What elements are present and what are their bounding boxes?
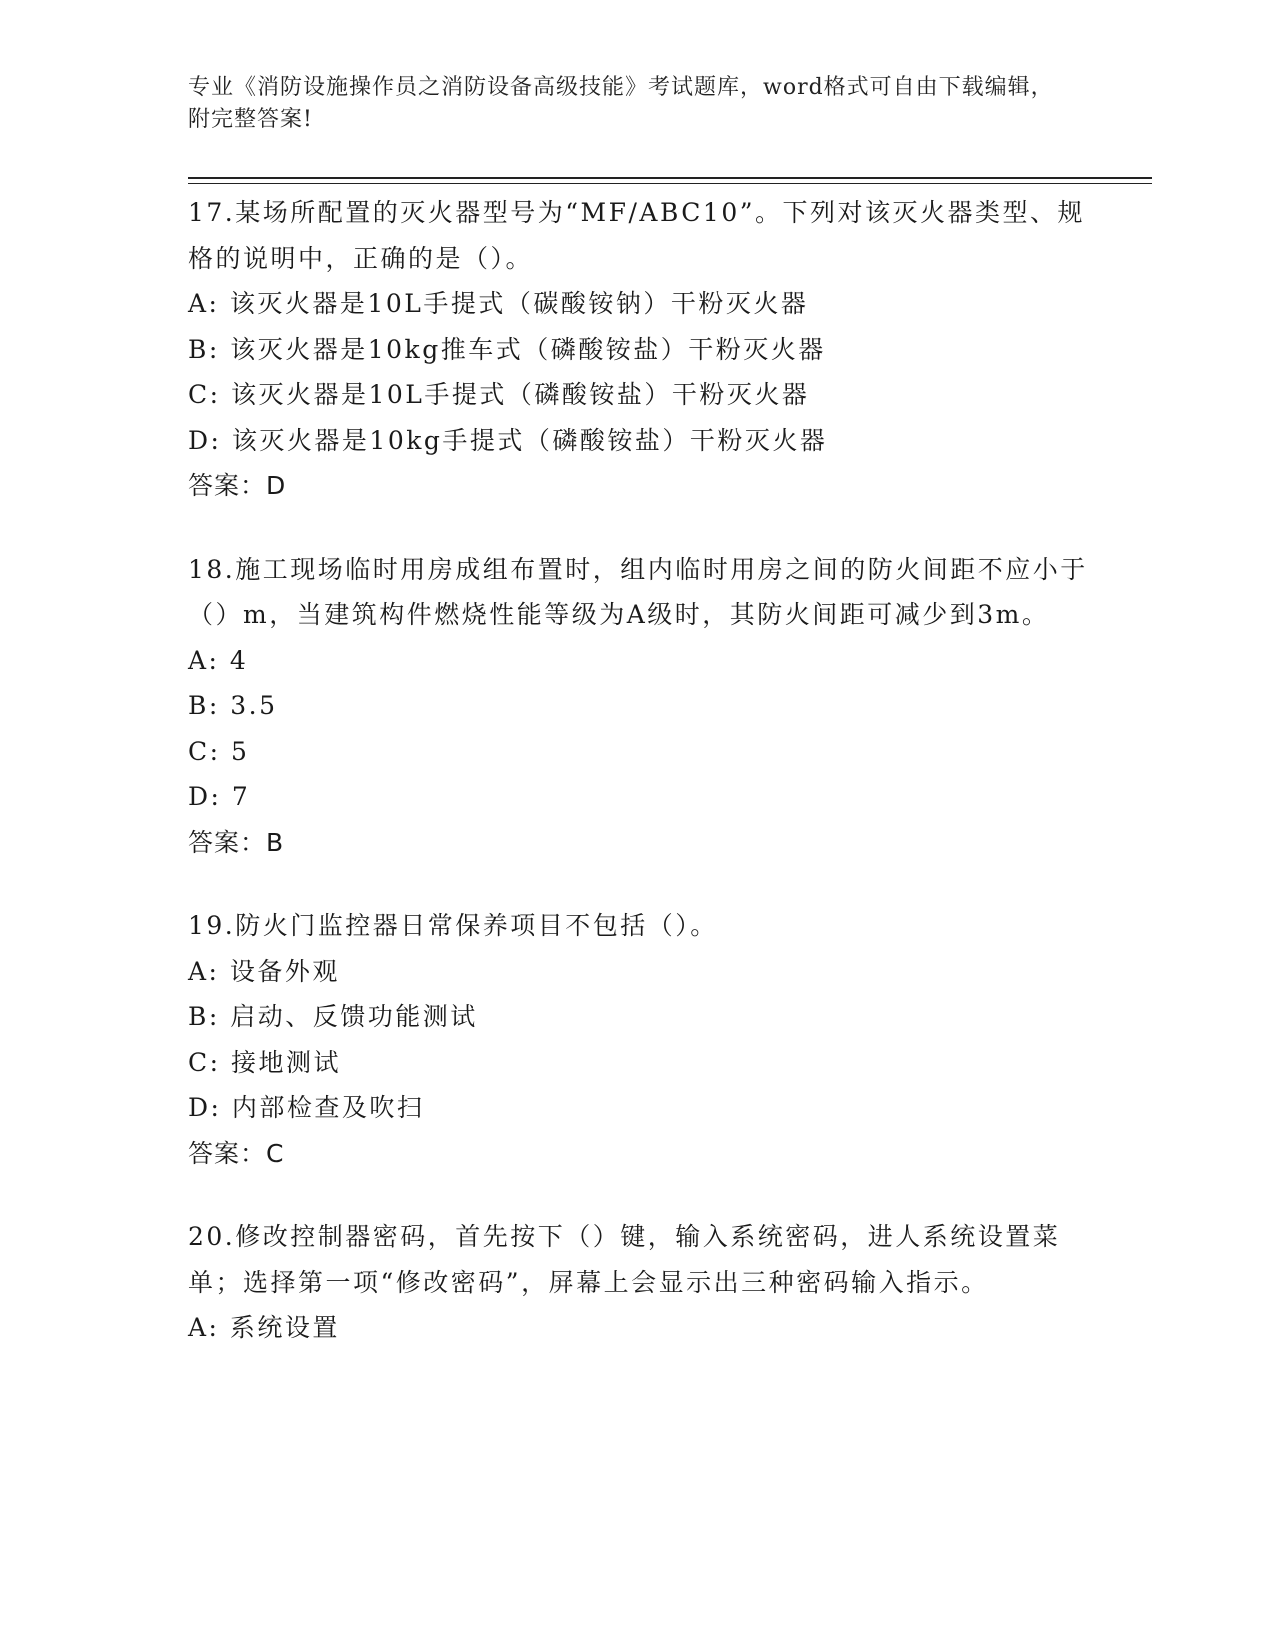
header-divider-thin: [188, 183, 1152, 184]
question-stem: 19.防火门监控器日常保养项目不包括（）。: [188, 911, 718, 940]
question-stem: 20.修改控制器密码，首先按下（）键，输入系统密码，进人系统设置菜单；选择第一项“修改密码”，屏幕上会显示出三种密码输入指示。: [188, 1222, 1061, 1297]
answer-line: 答案：B: [188, 827, 285, 857]
option-b: B: 该灭火器是10kg推车式（磷酸铵盐）干粉灭火器: [188, 334, 826, 364]
question-17: [188, 190, 1088, 509]
answer-line: 答案：D: [188, 471, 287, 500]
question-20: [188, 1214, 1088, 1351]
option-c: C: 接地测试: [188, 1047, 341, 1077]
option-d: D: 7: [188, 782, 251, 811]
question-19: [188, 903, 1088, 1176]
option-a: A: 系统设置: [188, 1313, 340, 1342]
option-a: A: 该灭火器是10L手提式（碳酸铵钠）干粉灭火器: [188, 289, 809, 318]
question-list: [188, 190, 1088, 1389]
option-d: D: 该灭火器是10kg手提式（磷酸铵盐）干粉灭火器: [188, 425, 828, 455]
document-header: 专业《消防设施操作员之消防设备高级技能》考试题库，word格式可自由下载编辑，附完整答案!: [188, 75, 1054, 132]
option-d: D: 内部检查及吹扫: [188, 1093, 425, 1122]
question-stem: 17.某场所配置的灭火器型号为“MF/ABC10”。下列对该灭火器类型、规格的说明中，正确的是（）。: [188, 198, 1086, 273]
question-stem: 18.施工现场临时用房成组布置时，组内临时用房之间的防火间距不应小于（）m，当建筑构件燃烧性能等级为A级时，其防火间距可减少到3m。: [188, 554, 1088, 629]
option-b: B: 3.5: [188, 691, 278, 720]
option-c: C: 5: [188, 736, 250, 766]
option-b: B: 启动、反馈功能测试: [188, 1002, 478, 1031]
option-c: C: 该灭火器是10L手提式（磷酸铵盐）干粉灭火器: [188, 380, 810, 409]
answer-line: 答案：C: [188, 1138, 285, 1168]
option-a: A: 设备外观: [188, 956, 340, 986]
option-a: A: 4: [188, 645, 249, 675]
header-divider-thick: [188, 177, 1152, 179]
question-18: [188, 547, 1088, 866]
